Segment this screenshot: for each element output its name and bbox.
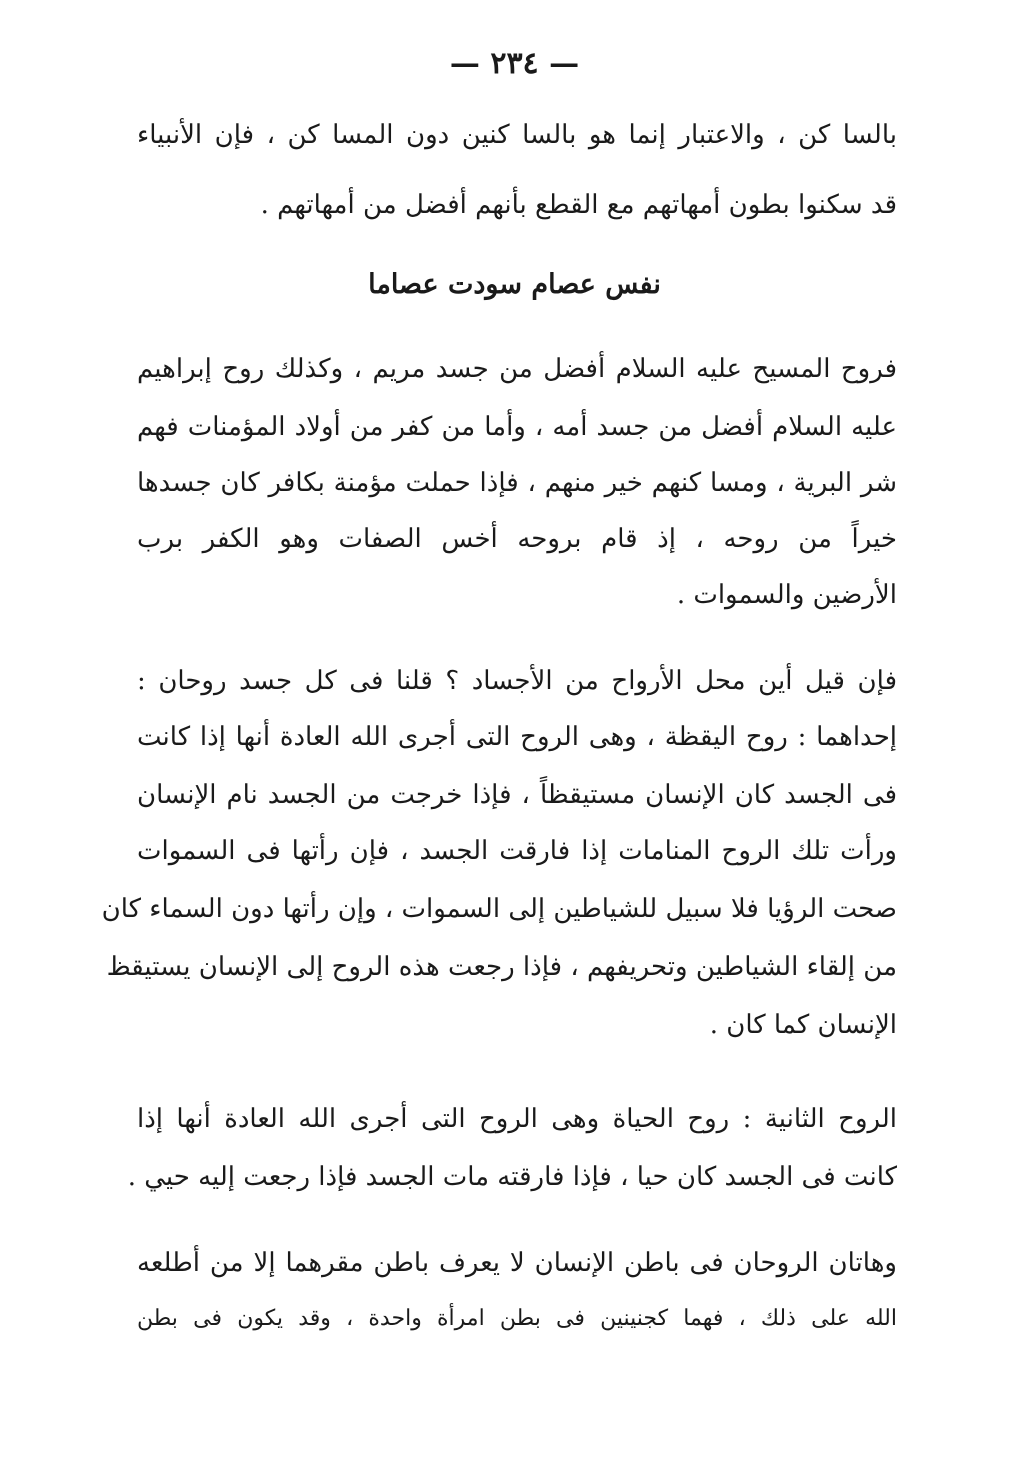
para1-line-1: فروح المسيح عليه السلام أفضل من جسد مريم ، وكذلك روح إبراهيم <box>137 354 897 384</box>
section-heading: نفس عصام سودت عصاما <box>368 269 661 300</box>
page-number: — ٢٣٤ — <box>449 46 580 81</box>
para1-line-2: عليه السلام أفضل من جسد أمه ، وأما من كفر من أولاد المؤمنات فهم <box>137 412 897 442</box>
para4-line-2: الله على ذلك ، فهما كجنينين فى بطن امرأة واحدة ، وقد يكون فى بطن <box>137 1306 897 1331</box>
para2-line-1: فإن قيل أين محل الأرواح من الأجساد ؟ قلنا فى كل جسد روحان : <box>137 666 897 696</box>
intro-line-1: بالسا كن ، والاعتبار إنما هو بالسا كنين دون المسا كن ، فإن الأنبياء <box>137 120 897 150</box>
para4-line-1: وهاتان الروحان فى باطن الإنسان لا يعرف باطن مقرهما إلا من أطلعه <box>137 1248 897 1278</box>
para3-line-1: الروح الثانية : روح الحياة وهى الروح التى أجرى الله العادة أنها إذا <box>137 1104 897 1134</box>
para2-line-4: ورأت تلك الروح المنامات إذا فارقت الجسد ، فإن رأتها فى السموات <box>137 836 897 866</box>
para2-line-7: الإنسان كما كان . <box>709 1010 897 1040</box>
para2-line-2: إحداهما : روح اليقظة ، وهى الروح التى أجرى الله العادة أنها إذا كانت <box>137 722 897 752</box>
para1-line-5: الأرضين والسموات . <box>676 580 897 610</box>
para2-line-3: فى الجسد كان الإنسان مستيقظاً ، فإذا خرجت من الجسد نام الإنسان <box>137 780 897 810</box>
para3-line-2: كانت فى الجسد كان حيا ، فإذا فارقته مات الجسد فإذا رجعت إليه حيي . <box>127 1162 897 1192</box>
para1-line-4: خيراً من روحه ، إذ قام بروحه أخس الصفات وهو الكفر برب <box>137 524 897 554</box>
para2-line-6: من إلقاء الشياطين وتحريفهم ، فإذا رجعت هذه الروح إلى الإنسان يستيقظ <box>106 952 897 982</box>
para1-line-3: شر البرية ، ومسا كنهم خير منهم ، فإذا حملت مؤمنة بكافر كان جسدها <box>137 468 897 498</box>
intro-line-2: قد سكنوا بطون أمهاتهم مع القطع بأنهم أفضل من أمهاتهم . <box>260 190 897 220</box>
para2-line-5: صحت الرؤيا فلا سبيل للشياطين إلى السموات ، وإن رأتها دون السماء كان <box>101 894 897 924</box>
